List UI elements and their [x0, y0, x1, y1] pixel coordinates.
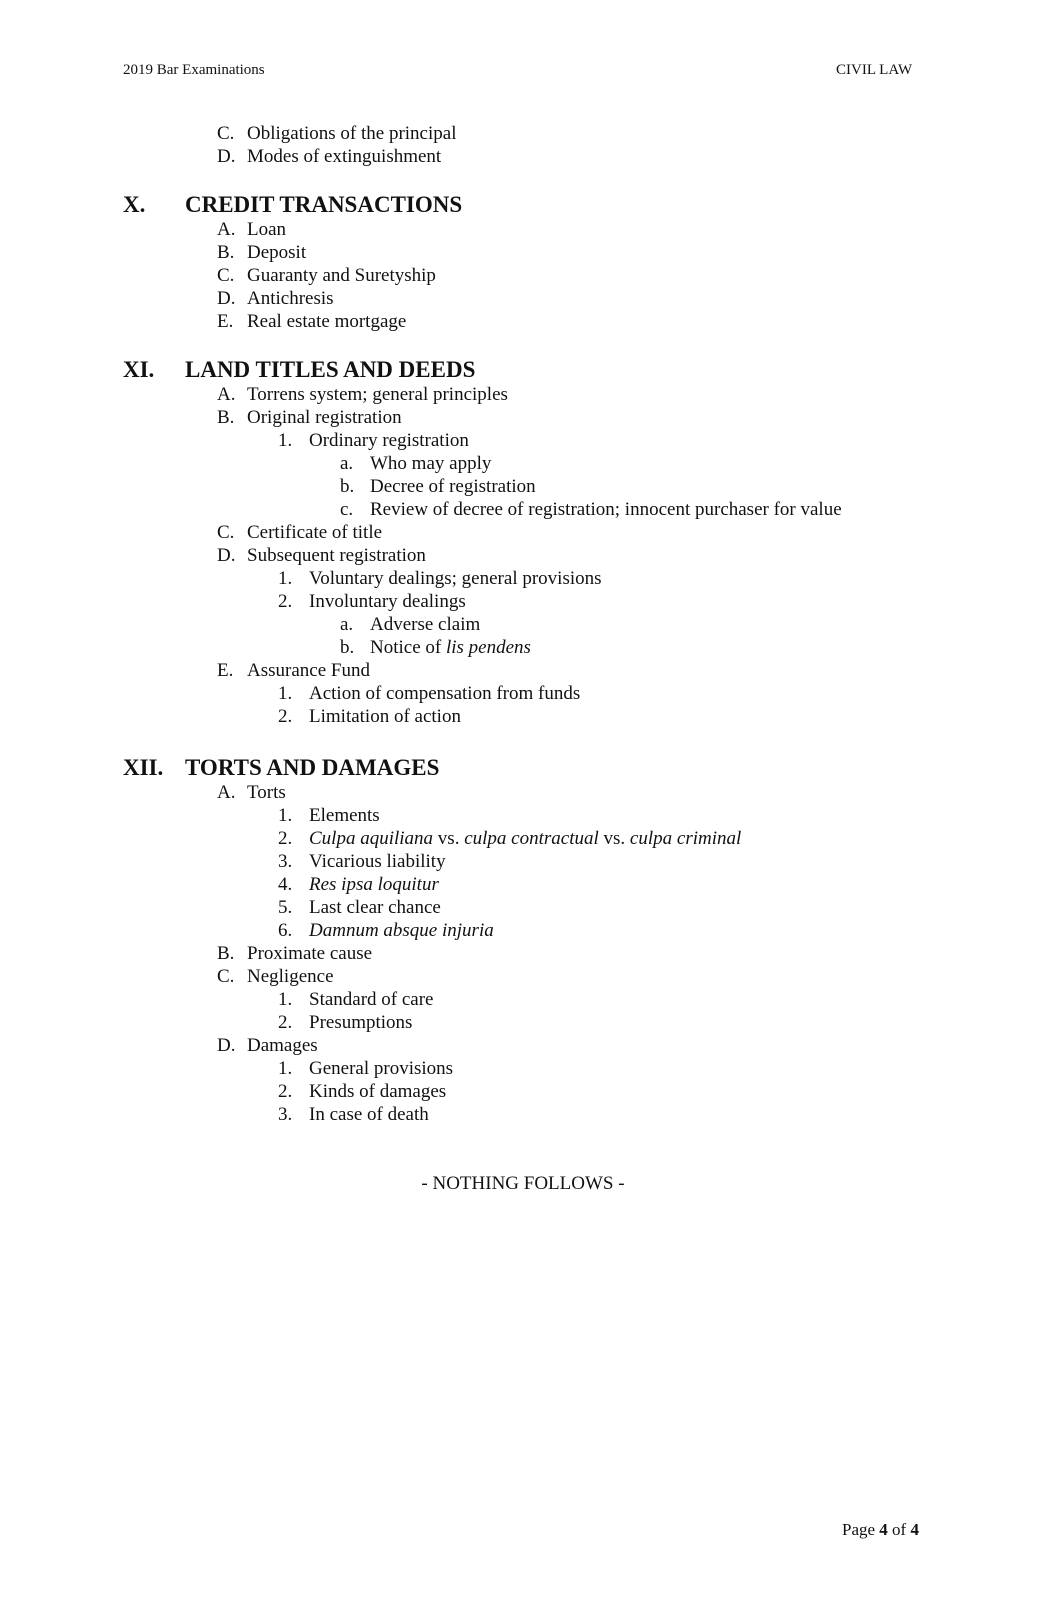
document-page: 2019 Bar Examinations CIVIL LAW C. Obligations of the principal D. Modes of extinguishment X. CREDIT TRANSACTIONS A. Loan B. Deposit C. Guaranty and Suretyship D. Antichresis E. Real estate mortgage XI. LAND TITLES AND DEEDS A. Torrens system; general principles B. Original registration 1. Ordinary registration a. Who may apply b. Decree of registration c. Review of decree of registration; innocent purchaser for value C. Certificate of title D. Subsequent registration 1. Voluntary dealings; general provisions 2. Involuntary dealings a. Adverse claim b. Notice of lis pendens E. Assurance Fund 1. Action of compensation from funds 2. Limitation of action XII. TORTS AND DAMAGES A. Torts 1. Elements 2. Culpa aquiliana vs. culpa contractual vs. culpa criminal 3. Vicarious liability 4. Res ipsa loquitur 5. Last clear chance 6. Damnum absque injuria B. Proximate cause C. Negligence 1. Standard of care 2. Presumptions D. Damages 1. General provisions 2. Kinds of damages 3. In case of death - NOTHING FOLLOWS - Page 4 of 4: [0, 0, 1046, 1600]
nothing-follows-note: - NOTHING FOLLOWS -: [421, 1173, 625, 1194]
page-number: Page 4 of 4: [842, 1520, 919, 1539]
header-left: 2019 Bar Examinations: [123, 62, 265, 78]
header-right: CIVIL LAW: [836, 62, 913, 78]
